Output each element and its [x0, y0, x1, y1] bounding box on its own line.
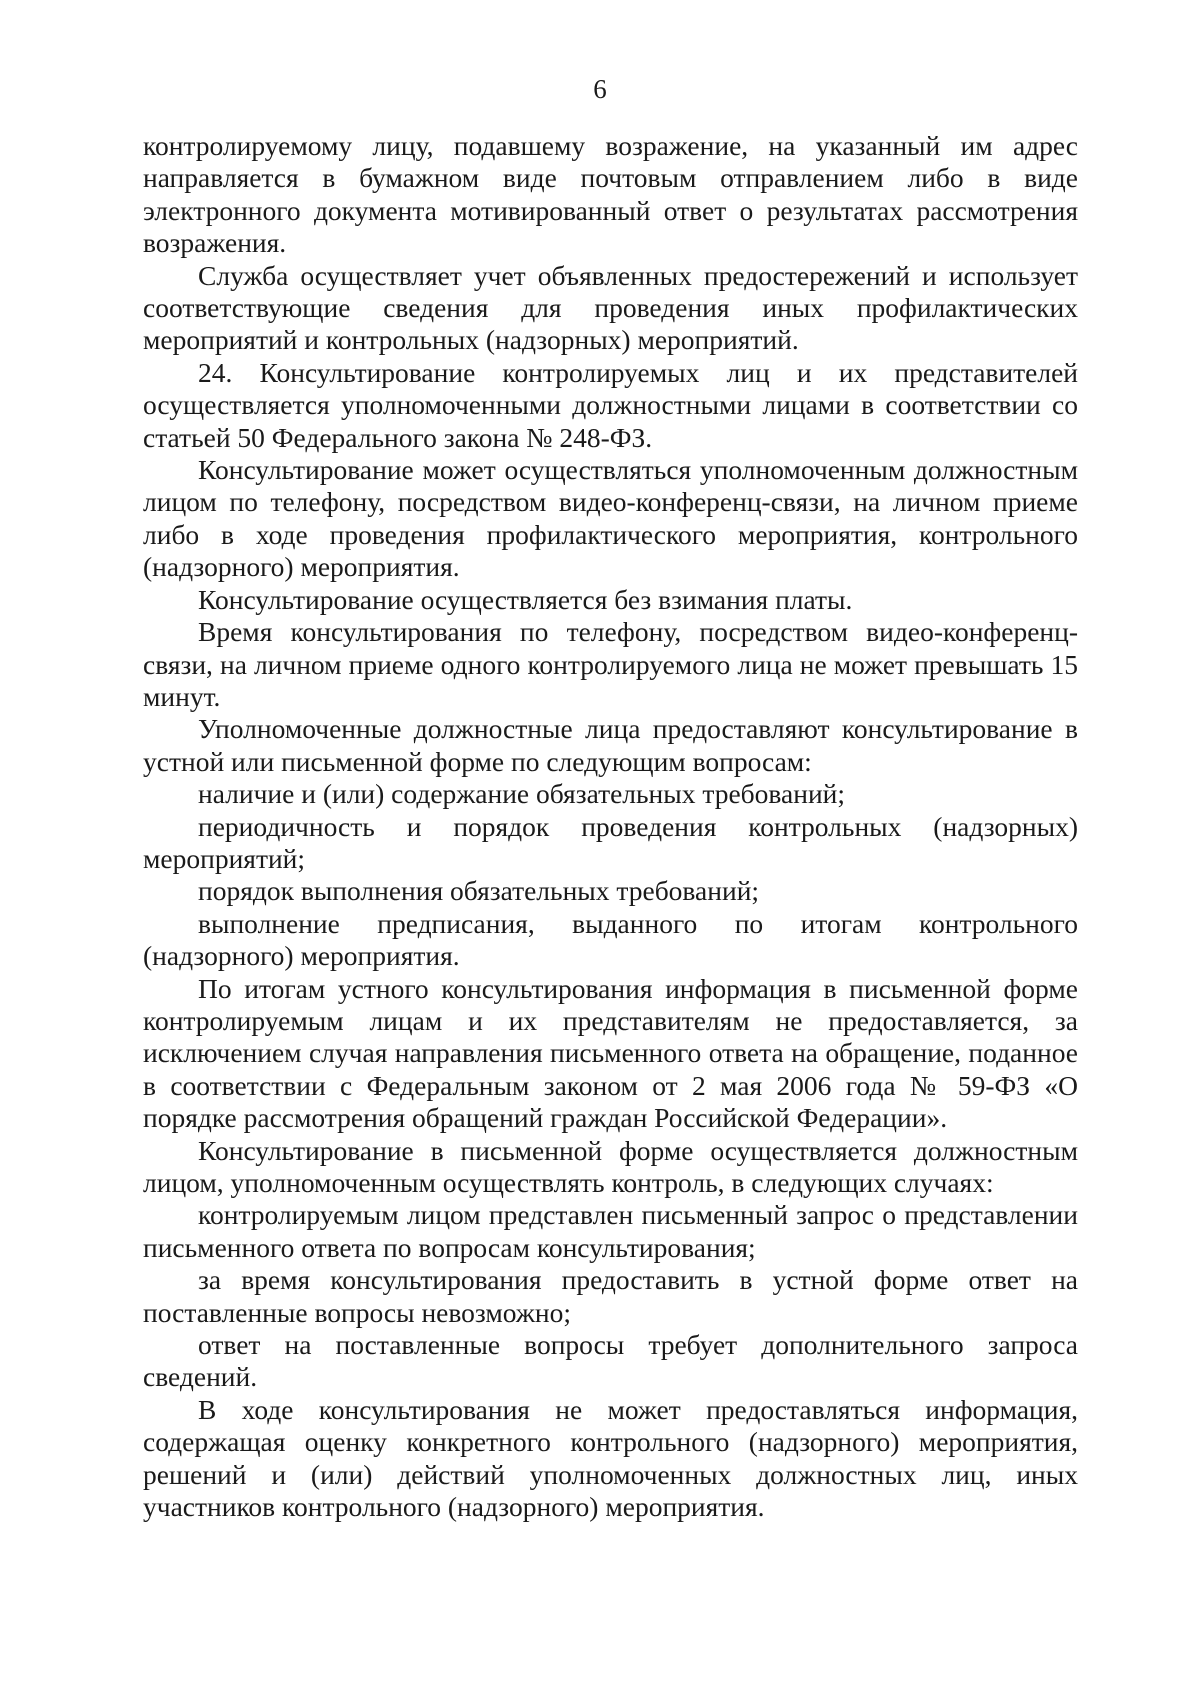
paragraph-time-limit: Время консультирования по телефону, посредством видео-конференц-связи, на личном приеме одного контролируемого лица не может превышать 15 минут. — [143, 616, 1078, 712]
list-item-prescription: выполнение предписания, выданного по итогам контрольного (надзорного) мероприятия. — [143, 907, 1078, 972]
paragraph-written-consulting: Консультирование в письменной форме осуществляется должностным лицом, уполномоченным осуществлять контроль, в следующих случаях: — [143, 1134, 1078, 1198]
paragraph-24-consulting: 24. Консультирование контролируемых лиц и их представителей осуществляется уполномоченными должностными лицами в соответствии со статьей 50 Федерального закона № 248-ФЗ. — [143, 356, 1078, 453]
paragraph-continuation: контролируемому лицу, подавшему возражение, на указанный им адрес направляется в бумажном виде почтовым отправлением либо в виде электронного документа мотивированный ответ о результатах рассмотрения возражения. — [143, 130, 1078, 259]
paragraph-warnings-accounting: Служба осуществляет учет объявленных предостережений и использует соответствующие сведения для проведения иных профилактических мероприятий и контрольных (надзорных) мероприятий. — [143, 259, 1078, 356]
page-number: 6 — [593, 74, 607, 104]
list-item-oral-impossible: за время консультирования предоставить в устной форме ответ на поставленные вопросы невозможно; — [143, 1264, 1078, 1328]
list-item-periodicity: периодичность и порядок проведения контрольных (надзорных) мероприятий; — [143, 810, 1078, 874]
list-item-requirements: наличие и (или) содержание обязательных требований; — [198, 778, 846, 810]
list-item-execution-order: порядок выполнения обязательных требований; — [198, 875, 760, 907]
paragraph-consulting-topics: Уполномоченные должностные лица предоставляют консультирование в устной или письменной форме по следующим вопросам: — [143, 713, 1078, 777]
list-item-written-request: контролируемым лицом представлен письменный запрос о представлении письменного ответа по вопросам консультирования; — [143, 1199, 1078, 1263]
paragraph-restrictions: В ходе консультирования не может предоставляться информация, содержащая оценку конкретного контрольного (надзорного) мероприятия, решений и (или) действий уполномоченных должностных лиц, иных участников контрольного (надзорного) мероприятия. — [143, 1393, 1078, 1523]
list-item-additional-request: ответ на поставленные вопросы требует дополнительного запроса сведений. — [143, 1329, 1078, 1393]
document-body — [143, 130, 1078, 1523]
paragraph-free-of-charge: Консультирование осуществляется без взимания платы. — [198, 583, 853, 615]
paragraph-oral-consulting: По итогам устного консультирования информация в письменной форме контролируемым лицам и их представителям не предоставляется, за исключением случая направления письменного ответа на обращение, поданное в соответствии с Федеральным законом от 2 мая 2006 года № 59-ФЗ «О порядке рассмотрения обращений граждан Российской Федерации». — [143, 972, 1078, 1134]
paragraph-consulting-methods: Консультирование может осуществляться уполномоченным должностным лицом по телефону, посредством видео-конференц-связи, на личном приеме либо в ходе проведения профилактического мероприятия, контрольного (надзорного) мероприятия. — [143, 454, 1078, 583]
